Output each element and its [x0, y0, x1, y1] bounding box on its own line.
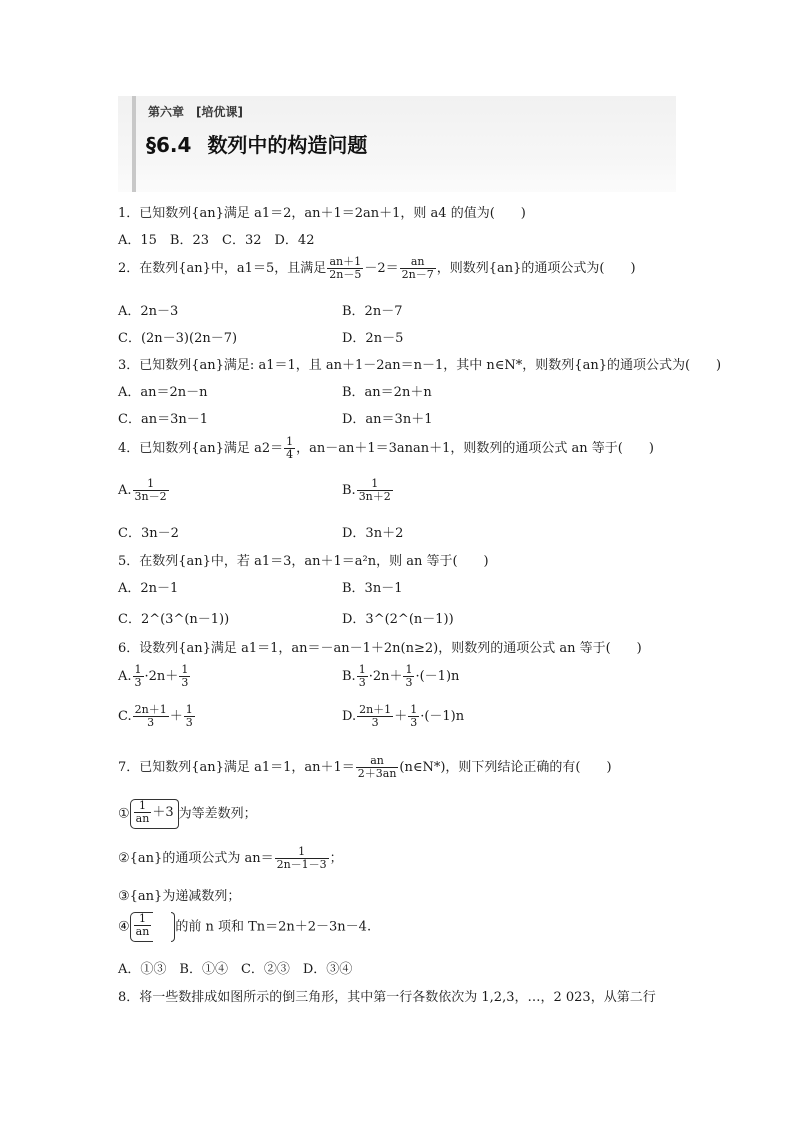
q6-option-c	[118, 704, 196, 729]
q4-stem-b: ，an－an＋1＝3anan＋1，则数列的通项公式 an 等于( )	[296, 441, 654, 457]
q2-stem-a: 2．在数列{an}中，a1＝5，且满足	[118, 261, 327, 277]
q6-b-label: B.	[342, 669, 356, 685]
q6-b-frac1	[357, 664, 368, 689]
q4-f-top: 1	[286, 435, 294, 448]
q7-s4-brace	[130, 912, 154, 942]
q7-s2-bot: 2n－1－3	[276, 858, 327, 872]
q4-f-bot: 4	[286, 448, 294, 462]
q3-stem: 3．已知数列{an}满足: a1＝1，且 an＋1－2an＝n－1，其中 n∈N*，则数列{an}的通项公式为( )	[118, 358, 722, 373]
q1-options: A．15 B．23 C．32 D．42	[118, 233, 315, 248]
q6-c-frac1-top: 2n＋1	[134, 703, 167, 716]
q4-stem-a: 4．已知数列{an}满足 a2＝	[118, 441, 284, 457]
q7-s1-top: 1	[134, 800, 152, 813]
q7-statement-4	[118, 912, 371, 942]
q6-b-text: ·2n＋	[368, 669, 403, 685]
q6-d-frac1-top: 2n＋1	[359, 703, 392, 716]
q6-c-label: C.	[118, 709, 132, 725]
q6-a-frac1	[133, 664, 144, 689]
q4-a-bot: 3n－2	[134, 490, 167, 504]
q2-fraction-2	[400, 256, 436, 281]
q5-option-c: C．2^(3^(n－1))	[118, 612, 230, 627]
q7-statement-3: ③{an}为递减数列；	[118, 889, 241, 904]
q7-s1-pre: ①	[118, 806, 130, 822]
q6-c-frac2	[184, 704, 195, 729]
q6-d-frac2	[408, 704, 419, 729]
q6-d-tail: ·(－1)n	[420, 709, 465, 725]
q6-c-frac2-bot: 3	[185, 716, 193, 730]
chapter-label: 第六章 [培优课]	[148, 105, 243, 119]
q2-stem-b: －2＝	[364, 261, 399, 277]
q4-option-b	[342, 478, 394, 503]
q7-s1-mid: ＋3	[152, 805, 174, 821]
q1-stem: 1．已知数列{an}满足 a1＝2，an＋1＝2an＋1，则 a4 的值为( )	[118, 206, 526, 221]
q7-stem-a: 7．已知数列{an}满足 a1＝1，an＋1＝	[118, 760, 355, 776]
q5-option-a: A．2n－1	[118, 581, 179, 596]
q5-stem: 5．在数列{an}中，若 a1＝3，an＋1＝a²n，则 an 等于( )	[118, 554, 489, 569]
section-title-text: 数列中的构造问题	[207, 133, 368, 157]
q2-option-b: B．2n－7	[342, 304, 403, 319]
q2-stem-c: ，则数列{an}的通项公式为( )	[436, 261, 636, 277]
q2-option-d: D．2n－5	[342, 331, 404, 346]
q7-statement-2	[118, 846, 343, 871]
q6-c-text: ＋	[169, 709, 183, 725]
q7-stem-b: (n∈N*)，则下列结论正确的有( )	[399, 760, 612, 776]
q4-b-bot: 3n＋2	[358, 490, 391, 504]
q3-option-a: A．an＝2n－n	[118, 385, 208, 400]
q5-option-d: D．3^(2^(n－1))	[342, 612, 454, 627]
q2-f1-top: an＋1	[327, 256, 363, 269]
q2-f2-top: an	[400, 256, 436, 269]
section-header	[118, 96, 676, 192]
section-number: §6.4	[146, 133, 192, 157]
q7-s4-fraction	[134, 913, 152, 938]
q6-b-frac1-bot: 3	[358, 676, 366, 690]
q6-c-frac2-top: 1	[185, 703, 193, 716]
q7-statement-1	[118, 799, 257, 829]
q6-a-frac2	[179, 664, 190, 689]
q6-stem: 6．设数列{an}满足 a1＝1，an＝－an－1＋2n(n≥2)，则数列的通项公式 an 等于( )	[118, 641, 642, 656]
q6-a-frac2-bot: 3	[181, 676, 189, 690]
q8-stem: 8．将一些数排成如图所示的倒三角形，其中第一行各数依次为 1,2,3，…，2 023，从第二行	[118, 990, 656, 1005]
q6-b-tail: ·(－1)n	[415, 669, 460, 685]
q7-s1-bot: an	[135, 812, 150, 826]
q6-b-frac2-top: 1	[405, 663, 413, 676]
q7-f-top: an	[356, 755, 399, 768]
q6-c-frac1	[133, 704, 169, 729]
q7-s4-post: 的前 n 项和 Tn＝2n＋2－3n－4.	[175, 919, 372, 935]
q2-f2-bot: 2n－7	[401, 268, 434, 282]
q3-option-c: C．an＝3n－1	[118, 412, 208, 427]
q7-fraction	[356, 755, 399, 780]
q4-a-top: 1	[133, 478, 169, 491]
q6-a-text: ·2n＋	[144, 669, 179, 685]
q6-d-frac1-bot: 3	[371, 716, 379, 730]
q6-a-frac1-top: 1	[134, 663, 142, 676]
q7-s4-top: 1	[134, 913, 152, 926]
q7-f-bot: 2＋3an	[357, 767, 397, 781]
q6-b-frac1-top: 1	[358, 663, 366, 676]
q2-f1-bot: 2n－5	[329, 268, 362, 282]
q7-s1-brace	[130, 799, 175, 829]
q4-a-fraction	[133, 478, 169, 503]
q6-a-label: A.	[118, 669, 132, 685]
q4-stem	[118, 436, 654, 461]
q3-option-b: B．an＝2n＋n	[342, 385, 432, 400]
q6-d-frac1	[357, 704, 393, 729]
q6-b-frac2	[403, 664, 414, 689]
q5-option-b: B．3n－1	[342, 581, 403, 596]
q4-b-label: B.	[342, 483, 356, 499]
q7-s2-fraction	[275, 846, 329, 871]
q4-a-label: A.	[118, 483, 132, 499]
q7-s4-pre: ④	[118, 919, 130, 935]
q4-option-c: C．3n－2	[118, 526, 179, 541]
q7-s2-post: ；	[329, 851, 343, 867]
q6-option-b	[342, 664, 459, 689]
q6-option-a	[118, 664, 191, 689]
q6-a-frac1-bot: 3	[134, 676, 142, 690]
q2-option-a: A．2n－3	[118, 304, 179, 319]
q4-option-a	[118, 478, 170, 503]
q6-a-frac2-top: 1	[181, 663, 189, 676]
q6-d-frac2-bot: 3	[410, 716, 418, 730]
q4-option-d: D．3n＋2	[342, 526, 404, 541]
q4-fraction	[284, 436, 295, 461]
q7-stem	[118, 755, 612, 780]
q7-s4-bot: an	[135, 925, 150, 939]
q7-s2-top: 1	[275, 846, 329, 859]
q4-b-top: 1	[357, 478, 393, 491]
q7-options: A．①③ B．①④ C．②③ D．③④	[118, 962, 353, 977]
header-accent-bar	[132, 96, 136, 192]
q7-s2-pre: ②{an}的通项公式为 an＝	[118, 851, 274, 867]
q6-b-frac2-bot: 3	[405, 676, 413, 690]
q2-stem	[118, 256, 636, 281]
q2-fraction-1	[327, 256, 363, 281]
q2-option-c: C．(2n－3)(2n－7)	[118, 331, 238, 346]
q3-option-d: D．an＝3n＋1	[342, 412, 433, 427]
q6-d-frac2-top: 1	[410, 703, 418, 716]
q4-b-fraction	[357, 478, 393, 503]
q6-d-text: ＋	[394, 709, 408, 725]
q6-d-label: D.	[342, 709, 357, 725]
q7-s1-post: 为等差数列；	[178, 806, 257, 822]
q6-c-frac1-bot: 3	[147, 716, 155, 730]
section-title	[146, 129, 367, 158]
q6-option-d	[342, 704, 464, 729]
q7-s1-fraction	[134, 800, 152, 825]
